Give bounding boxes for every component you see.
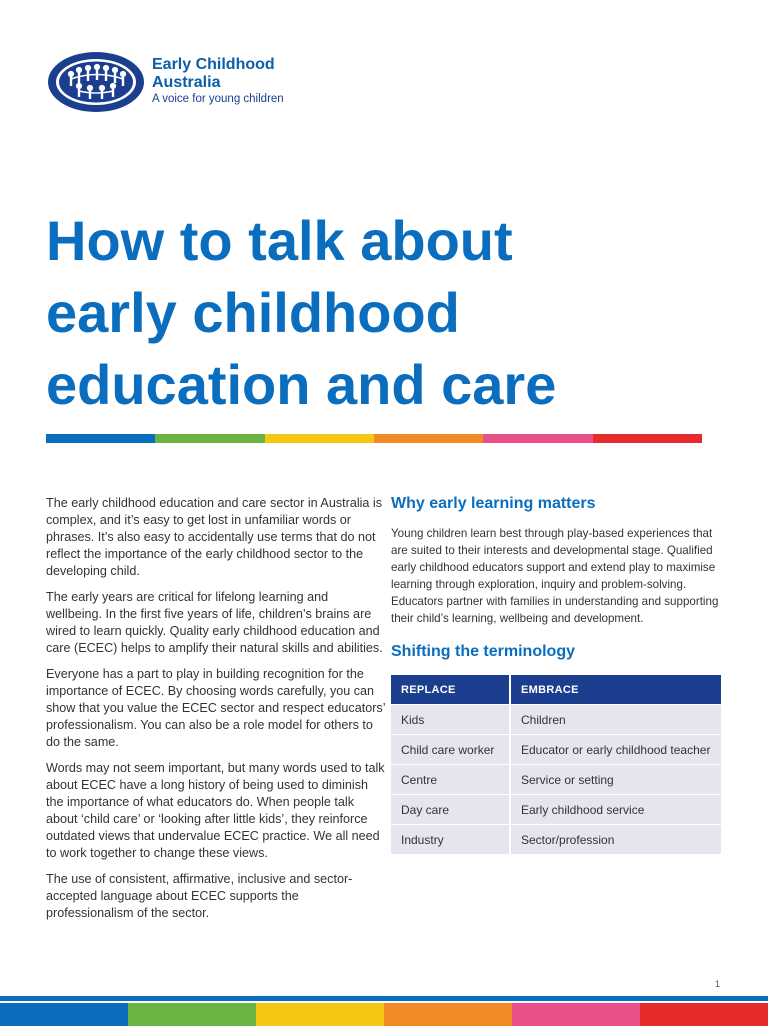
stripe-segment xyxy=(46,434,155,443)
organization-tagline: A voice for young children xyxy=(152,93,284,105)
footer-stripe-segment xyxy=(256,1003,384,1026)
organization-logo xyxy=(46,50,296,114)
intro-paragraph: The early years are critical for lifelong learning and wellbeing. In the first five years of life, children’s brains are wired to learn quickly. Quality early childhood education and care (ECEC) helps to amplify their natural skills and abilities. xyxy=(46,590,383,655)
page-number: 1 xyxy=(715,979,721,989)
embrace-term: Service or setting xyxy=(510,765,721,795)
replace-term: Day care xyxy=(391,795,510,825)
intro-paragraph: The use of consistent, affirmative, inclusive and sector-accepted language about ECEC supports the professionalism of the sector. xyxy=(46,872,353,920)
embrace-term: Educator or early childhood teacher xyxy=(510,735,721,765)
embrace-term: Sector/profession xyxy=(510,825,721,855)
stripe-segment xyxy=(483,434,592,443)
why-early-learning-text: Young children learn best through play-based experiences that are suited to their interests and developmental stage. Qualified early childhood educators support and extend play to maximise learning through exploration, inquiry and problem-solving. Educators partner with families in understanding and supporting their child’s learning, wellbeing and development. xyxy=(391,527,719,625)
page-title xyxy=(46,205,726,421)
organization-name-line2: Australia xyxy=(152,74,221,91)
footer-color-bars xyxy=(0,1003,768,1026)
replace-term: Child care worker xyxy=(391,735,510,765)
terminology-table xyxy=(391,675,721,854)
stripe-segment xyxy=(265,434,374,443)
page-title-line1: How to talk about xyxy=(46,209,513,272)
embrace-term: Children xyxy=(510,705,721,735)
embrace-term: Early childhood service xyxy=(510,795,721,825)
stripe-segment xyxy=(155,434,264,443)
column-header-embrace: EMBRACE xyxy=(510,675,721,705)
intro-paragraph: The early childhood education and care sector in Australia is complex, and it’s easy to get lost in unfamiliar words or phrases. It’s also easy to accidentally use terms that do not reflect the importance of the early childhood sector to the developing child. xyxy=(46,496,383,578)
children-circle-logo-icon xyxy=(46,50,146,114)
organization-name-line1: Early Childhood xyxy=(152,56,275,73)
organization-name xyxy=(152,56,275,92)
table-row xyxy=(391,765,721,795)
page-title-line3: education and care xyxy=(46,353,557,416)
table-row xyxy=(391,825,721,855)
section-heading-why-early-learning: Why early learning matters xyxy=(391,495,596,512)
table-row xyxy=(391,795,721,825)
footer-rule xyxy=(0,996,768,1001)
footer-stripe-segment xyxy=(128,1003,256,1026)
replace-term: Industry xyxy=(391,825,510,855)
page-title-line2: early childhood xyxy=(46,281,460,344)
footer-stripe-segment xyxy=(0,1003,128,1026)
replace-term: Kids xyxy=(391,705,510,735)
section-heading-terminology: Shifting the terminology xyxy=(391,643,575,660)
footer-stripe-segment xyxy=(384,1003,512,1026)
footer-stripe-segment xyxy=(512,1003,640,1026)
stripe-segment xyxy=(374,434,483,443)
intro-paragraph: Words may not seem important, but many words used to talk about ECEC have a long history of being used to diminish the importance of what educators do. When people talk about ‘child care’ or ‘looking after little kids’, they reinforce outdated views that undervalue ECEC practice. We all need to work together to change these views. xyxy=(46,761,385,860)
table-row xyxy=(391,705,721,735)
footer-stripe-segment xyxy=(640,1003,768,1026)
title-color-stripe xyxy=(46,434,702,443)
right-column xyxy=(391,493,723,854)
intro-paragraph: Everyone has a part to play in building recognition for the importance of ECEC. By choosing words carefully, you can show that you value the ECEC sector and respect educators’ professionalism. You can also be a role model for others to do the same. xyxy=(46,667,386,749)
stripe-segment xyxy=(593,434,702,443)
column-header-replace: REPLACE xyxy=(391,675,510,705)
replace-term: Centre xyxy=(391,765,510,795)
intro-column xyxy=(46,495,386,931)
footer-color-stripe xyxy=(0,996,768,1026)
table-header-row xyxy=(391,675,721,705)
table-row xyxy=(391,735,721,765)
